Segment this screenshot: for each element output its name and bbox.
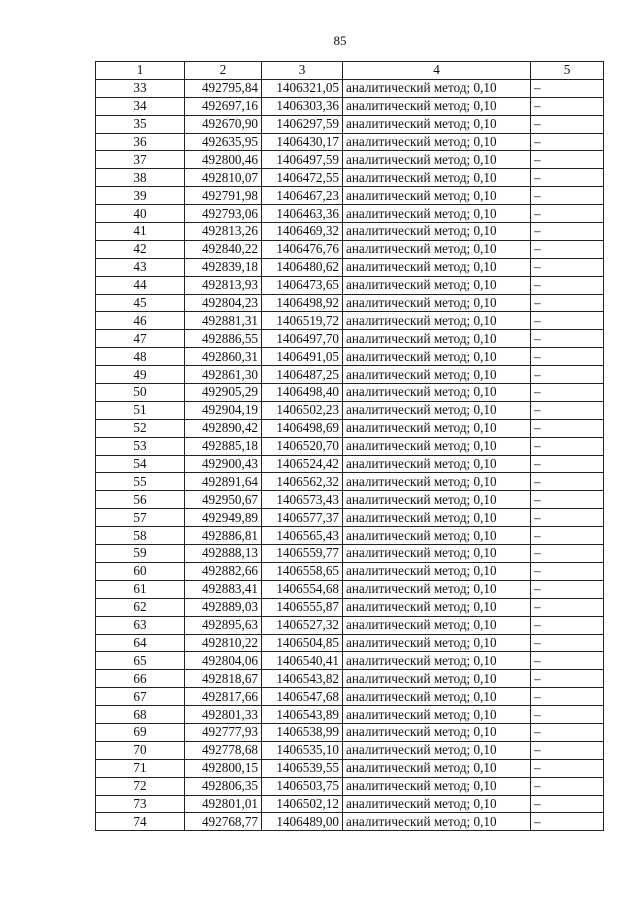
y-coordinate-cell: 1406489,00 xyxy=(262,813,343,831)
point-number-cell: 47 xyxy=(96,330,185,348)
x-coordinate-cell: 492813,26 xyxy=(185,223,262,241)
y-coordinate-cell: 1406502,12 xyxy=(262,795,343,813)
y-coordinate-cell: 1406497,59 xyxy=(262,151,343,169)
x-coordinate-cell: 492890,42 xyxy=(185,419,262,437)
table-row xyxy=(96,240,604,258)
x-coordinate-cell: 492881,31 xyxy=(185,312,262,330)
table-row xyxy=(96,509,604,527)
x-coordinate-cell: 492886,55 xyxy=(185,330,262,348)
y-coordinate-cell: 1406463,36 xyxy=(262,205,343,223)
table-row xyxy=(96,670,604,688)
table-row xyxy=(96,437,604,455)
x-coordinate-cell: 492800,46 xyxy=(185,151,262,169)
point-number-cell: 34 xyxy=(96,97,185,115)
note-cell: – xyxy=(531,509,604,527)
note-cell: – xyxy=(531,437,604,455)
point-number-cell: 73 xyxy=(96,795,185,813)
table-row xyxy=(96,777,604,795)
table-row xyxy=(96,384,604,402)
x-coordinate-cell: 492697,16 xyxy=(185,97,262,115)
table-row xyxy=(96,276,604,294)
page-number: 85 xyxy=(333,33,347,48)
y-coordinate-cell: 1406540,41 xyxy=(262,652,343,670)
note-cell: – xyxy=(531,813,604,831)
method-cell: аналитический метод; 0,10 xyxy=(343,330,531,348)
method-cell: аналитический метод; 0,10 xyxy=(343,276,531,294)
y-coordinate-cell: 1406491,05 xyxy=(262,348,343,366)
x-coordinate-cell: 492800,15 xyxy=(185,759,262,777)
method-cell: аналитический метод; 0,10 xyxy=(343,580,531,598)
table-row xyxy=(96,401,604,419)
x-coordinate-cell: 492810,07 xyxy=(185,169,262,187)
point-number-cell: 56 xyxy=(96,491,185,509)
point-number-cell: 37 xyxy=(96,151,185,169)
note-cell: – xyxy=(531,795,604,813)
x-coordinate-cell: 492810,22 xyxy=(185,634,262,652)
point-number-cell: 66 xyxy=(96,670,185,688)
y-coordinate-cell: 1406577,37 xyxy=(262,509,343,527)
x-coordinate-cell: 492817,66 xyxy=(185,688,262,706)
x-coordinate-cell: 492839,18 xyxy=(185,258,262,276)
x-coordinate-cell: 492813,93 xyxy=(185,276,262,294)
method-cell: аналитический метод; 0,10 xyxy=(343,527,531,545)
table-row xyxy=(96,419,604,437)
x-coordinate-cell: 492860,31 xyxy=(185,348,262,366)
method-cell: аналитический метод; 0,10 xyxy=(343,688,531,706)
point-number-cell: 52 xyxy=(96,419,185,437)
column-header: 5 xyxy=(531,62,604,80)
point-number-cell: 61 xyxy=(96,580,185,598)
note-cell: – xyxy=(531,187,604,205)
point-number-cell: 53 xyxy=(96,437,185,455)
x-coordinate-cell: 492889,03 xyxy=(185,598,262,616)
method-cell: аналитический метод; 0,10 xyxy=(343,491,531,509)
coordinates-table xyxy=(95,61,604,831)
point-number-cell: 38 xyxy=(96,169,185,187)
y-coordinate-cell: 1406497,70 xyxy=(262,330,343,348)
table-row xyxy=(96,294,604,312)
point-number-cell: 48 xyxy=(96,348,185,366)
note-cell: – xyxy=(531,330,604,348)
point-number-cell: 57 xyxy=(96,509,185,527)
method-cell: аналитический метод; 0,10 xyxy=(343,759,531,777)
method-cell: аналитический метод; 0,10 xyxy=(343,348,531,366)
note-cell: – xyxy=(531,741,604,759)
note-cell: – xyxy=(531,115,604,133)
note-cell: – xyxy=(531,473,604,491)
note-cell: – xyxy=(531,419,604,437)
y-coordinate-cell: 1406543,82 xyxy=(262,670,343,688)
method-cell: аналитический метод; 0,10 xyxy=(343,473,531,491)
table-row xyxy=(96,652,604,670)
method-cell: аналитический метод; 0,10 xyxy=(343,240,531,258)
table-row xyxy=(96,169,604,187)
y-coordinate-cell: 1406524,42 xyxy=(262,455,343,473)
note-cell: – xyxy=(531,723,604,741)
x-coordinate-cell: 492795,84 xyxy=(185,79,262,97)
table-row xyxy=(96,205,604,223)
x-coordinate-cell: 492778,68 xyxy=(185,741,262,759)
x-coordinate-cell: 492840,22 xyxy=(185,240,262,258)
table-row xyxy=(96,151,604,169)
method-cell: аналитический метод; 0,10 xyxy=(343,115,531,133)
table-row xyxy=(96,527,604,545)
method-cell: аналитический метод; 0,10 xyxy=(343,741,531,759)
point-number-cell: 63 xyxy=(96,616,185,634)
method-cell: аналитический метод; 0,10 xyxy=(343,384,531,402)
column-header: 4 xyxy=(343,62,531,80)
x-coordinate-cell: 492905,29 xyxy=(185,384,262,402)
y-coordinate-cell: 1406543,89 xyxy=(262,706,343,724)
table-body xyxy=(96,79,604,830)
method-cell: аналитический метод; 0,10 xyxy=(343,223,531,241)
method-cell: аналитический метод; 0,10 xyxy=(343,813,531,831)
note-cell: – xyxy=(531,79,604,97)
x-coordinate-cell: 492900,43 xyxy=(185,455,262,473)
x-coordinate-cell: 492882,66 xyxy=(185,562,262,580)
x-coordinate-cell: 492950,67 xyxy=(185,491,262,509)
method-cell: аналитический метод; 0,10 xyxy=(343,437,531,455)
point-number-cell: 51 xyxy=(96,401,185,419)
method-cell: аналитический метод; 0,10 xyxy=(343,79,531,97)
table-row xyxy=(96,723,604,741)
y-coordinate-cell: 1406554,68 xyxy=(262,580,343,598)
note-cell: – xyxy=(531,169,604,187)
note-cell: – xyxy=(531,562,604,580)
point-number-cell: 45 xyxy=(96,294,185,312)
y-coordinate-cell: 1406527,32 xyxy=(262,616,343,634)
method-cell: аналитический метод; 0,10 xyxy=(343,706,531,724)
method-cell: аналитический метод; 0,10 xyxy=(343,169,531,187)
note-cell: – xyxy=(531,366,604,384)
method-cell: аналитический метод; 0,10 xyxy=(343,652,531,670)
note-cell: – xyxy=(531,634,604,652)
note-cell: – xyxy=(531,151,604,169)
note-cell: – xyxy=(531,688,604,706)
x-coordinate-cell: 492670,90 xyxy=(185,115,262,133)
note-cell: – xyxy=(531,616,604,634)
y-coordinate-cell: 1406555,87 xyxy=(262,598,343,616)
note-cell: – xyxy=(531,401,604,419)
note-cell: – xyxy=(531,706,604,724)
y-coordinate-cell: 1406503,75 xyxy=(262,777,343,795)
column-header: 1 xyxy=(96,62,185,80)
y-coordinate-cell: 1406472,55 xyxy=(262,169,343,187)
x-coordinate-cell: 492801,01 xyxy=(185,795,262,813)
x-coordinate-cell: 492791,98 xyxy=(185,187,262,205)
y-coordinate-cell: 1406473,65 xyxy=(262,276,343,294)
method-cell: аналитический метод; 0,10 xyxy=(343,187,531,205)
y-coordinate-cell: 1406565,43 xyxy=(262,527,343,545)
y-coordinate-cell: 1406498,40 xyxy=(262,384,343,402)
point-number-cell: 43 xyxy=(96,258,185,276)
x-coordinate-cell: 492818,67 xyxy=(185,670,262,688)
y-coordinate-cell: 1406559,77 xyxy=(262,545,343,563)
point-number-cell: 33 xyxy=(96,79,185,97)
point-number-cell: 65 xyxy=(96,652,185,670)
note-cell: – xyxy=(531,97,604,115)
table-row xyxy=(96,455,604,473)
note-cell: – xyxy=(531,670,604,688)
point-number-cell: 72 xyxy=(96,777,185,795)
x-coordinate-cell: 492861,30 xyxy=(185,366,262,384)
x-coordinate-cell: 492949,89 xyxy=(185,509,262,527)
y-coordinate-cell: 1406430,17 xyxy=(262,133,343,151)
point-number-cell: 54 xyxy=(96,455,185,473)
table-row xyxy=(96,115,604,133)
method-cell: аналитический метод; 0,10 xyxy=(343,777,531,795)
method-cell: аналитический метод; 0,10 xyxy=(343,97,531,115)
x-coordinate-cell: 492806,35 xyxy=(185,777,262,795)
note-cell: – xyxy=(531,777,604,795)
table-row xyxy=(96,688,604,706)
point-number-cell: 49 xyxy=(96,366,185,384)
point-number-cell: 44 xyxy=(96,276,185,294)
method-cell: аналитический метод; 0,10 xyxy=(343,616,531,634)
method-cell: аналитический метод; 0,10 xyxy=(343,401,531,419)
y-coordinate-cell: 1406562,32 xyxy=(262,473,343,491)
table-row xyxy=(96,598,604,616)
point-number-cell: 41 xyxy=(96,223,185,241)
table-row xyxy=(96,312,604,330)
method-cell: аналитический метод; 0,10 xyxy=(343,133,531,151)
y-coordinate-cell: 1406297,59 xyxy=(262,115,343,133)
method-cell: аналитический метод; 0,10 xyxy=(343,795,531,813)
table-row xyxy=(96,223,604,241)
method-cell: аналитический метод; 0,10 xyxy=(343,455,531,473)
point-number-cell: 40 xyxy=(96,205,185,223)
note-cell: – xyxy=(531,205,604,223)
x-coordinate-cell: 492801,33 xyxy=(185,706,262,724)
x-coordinate-cell: 492891,64 xyxy=(185,473,262,491)
method-cell: аналитический метод; 0,10 xyxy=(343,294,531,312)
method-cell: аналитический метод; 0,10 xyxy=(343,545,531,563)
method-cell: аналитический метод; 0,10 xyxy=(343,151,531,169)
table-row xyxy=(96,562,604,580)
point-number-cell: 60 xyxy=(96,562,185,580)
table-row xyxy=(96,545,604,563)
x-coordinate-cell: 492883,41 xyxy=(185,580,262,598)
x-coordinate-cell: 492804,06 xyxy=(185,652,262,670)
point-number-cell: 59 xyxy=(96,545,185,563)
note-cell: – xyxy=(531,545,604,563)
note-cell: – xyxy=(531,491,604,509)
table-row xyxy=(96,258,604,276)
x-coordinate-cell: 492793,06 xyxy=(185,205,262,223)
point-number-cell: 39 xyxy=(96,187,185,205)
y-coordinate-cell: 1406535,10 xyxy=(262,741,343,759)
point-number-cell: 74 xyxy=(96,813,185,831)
x-coordinate-cell: 492804,23 xyxy=(185,294,262,312)
method-cell: аналитический метод; 0,10 xyxy=(343,598,531,616)
table-row xyxy=(96,79,604,97)
method-cell: аналитический метод; 0,10 xyxy=(343,312,531,330)
method-cell: аналитический метод; 0,10 xyxy=(343,723,531,741)
point-number-cell: 58 xyxy=(96,527,185,545)
x-coordinate-cell: 492885,18 xyxy=(185,437,262,455)
y-coordinate-cell: 1406498,69 xyxy=(262,419,343,437)
x-coordinate-cell: 492895,63 xyxy=(185,616,262,634)
y-coordinate-cell: 1406469,32 xyxy=(262,223,343,241)
table-row xyxy=(96,759,604,777)
table-row xyxy=(96,473,604,491)
table-row xyxy=(96,580,604,598)
point-number-cell: 55 xyxy=(96,473,185,491)
note-cell: – xyxy=(531,294,604,312)
point-number-cell: 70 xyxy=(96,741,185,759)
note-cell: – xyxy=(531,312,604,330)
table-row xyxy=(96,491,604,509)
table-row xyxy=(96,187,604,205)
note-cell: – xyxy=(531,598,604,616)
method-cell: аналитический метод; 0,10 xyxy=(343,258,531,276)
point-number-cell: 68 xyxy=(96,706,185,724)
y-coordinate-cell: 1406467,23 xyxy=(262,187,343,205)
point-number-cell: 35 xyxy=(96,115,185,133)
table-row xyxy=(96,634,604,652)
point-number-cell: 50 xyxy=(96,384,185,402)
method-cell: аналитический метод; 0,10 xyxy=(343,670,531,688)
column-header: 2 xyxy=(185,62,262,80)
point-number-cell: 71 xyxy=(96,759,185,777)
y-coordinate-cell: 1406519,72 xyxy=(262,312,343,330)
y-coordinate-cell: 1406520,70 xyxy=(262,437,343,455)
note-cell: – xyxy=(531,348,604,366)
point-number-cell: 36 xyxy=(96,133,185,151)
y-coordinate-cell: 1406547,68 xyxy=(262,688,343,706)
point-number-cell: 62 xyxy=(96,598,185,616)
note-cell: – xyxy=(531,455,604,473)
table-row xyxy=(96,348,604,366)
x-coordinate-cell: 492904,19 xyxy=(185,401,262,419)
method-cell: аналитический метод; 0,10 xyxy=(343,634,531,652)
table-row xyxy=(96,813,604,831)
table-row xyxy=(96,616,604,634)
table-header-row xyxy=(96,62,604,80)
table-row xyxy=(96,97,604,115)
y-coordinate-cell: 1406573,43 xyxy=(262,491,343,509)
y-coordinate-cell: 1406476,76 xyxy=(262,240,343,258)
method-cell: аналитический метод; 0,10 xyxy=(343,562,531,580)
point-number-cell: 46 xyxy=(96,312,185,330)
method-cell: аналитический метод; 0,10 xyxy=(343,205,531,223)
table-row xyxy=(96,741,604,759)
table-row xyxy=(96,133,604,151)
note-cell: – xyxy=(531,759,604,777)
column-header: 3 xyxy=(262,62,343,80)
y-coordinate-cell: 1406558,65 xyxy=(262,562,343,580)
note-cell: – xyxy=(531,580,604,598)
note-cell: – xyxy=(531,527,604,545)
x-coordinate-cell: 492768,77 xyxy=(185,813,262,831)
y-coordinate-cell: 1406321,05 xyxy=(262,79,343,97)
table-row xyxy=(96,366,604,384)
y-coordinate-cell: 1406504,85 xyxy=(262,634,343,652)
y-coordinate-cell: 1406539,55 xyxy=(262,759,343,777)
y-coordinate-cell: 1406502,23 xyxy=(262,401,343,419)
point-number-cell: 67 xyxy=(96,688,185,706)
method-cell: аналитический метод; 0,10 xyxy=(343,509,531,527)
x-coordinate-cell: 492886,81 xyxy=(185,527,262,545)
point-number-cell: 42 xyxy=(96,240,185,258)
y-coordinate-cell: 1406303,36 xyxy=(262,97,343,115)
x-coordinate-cell: 492635,95 xyxy=(185,133,262,151)
note-cell: – xyxy=(531,133,604,151)
x-coordinate-cell: 492777,93 xyxy=(185,723,262,741)
note-cell: – xyxy=(531,652,604,670)
method-cell: аналитический метод; 0,10 xyxy=(343,366,531,384)
point-number-cell: 69 xyxy=(96,723,185,741)
note-cell: – xyxy=(531,276,604,294)
y-coordinate-cell: 1406498,92 xyxy=(262,294,343,312)
y-coordinate-cell: 1406480,62 xyxy=(262,258,343,276)
y-coordinate-cell: 1406538,99 xyxy=(262,723,343,741)
note-cell: – xyxy=(531,384,604,402)
point-number-cell: 64 xyxy=(96,634,185,652)
note-cell: – xyxy=(531,240,604,258)
note-cell: – xyxy=(531,258,604,276)
method-cell: аналитический метод; 0,10 xyxy=(343,419,531,437)
table-row xyxy=(96,706,604,724)
y-coordinate-cell: 1406487,25 xyxy=(262,366,343,384)
x-coordinate-cell: 492888,13 xyxy=(185,545,262,563)
table-row xyxy=(96,330,604,348)
note-cell: – xyxy=(531,223,604,241)
table-row xyxy=(96,795,604,813)
